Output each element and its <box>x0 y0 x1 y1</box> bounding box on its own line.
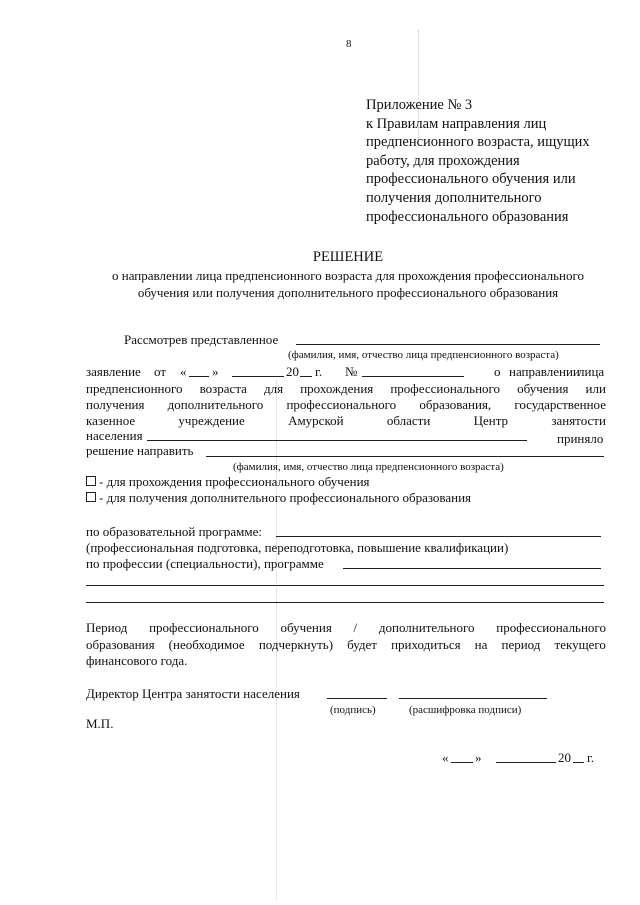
body-word: Центр <box>473 413 509 428</box>
body-word: предпенсионного <box>86 381 183 396</box>
body-word: прохождения <box>300 381 374 396</box>
accepted-label: приняло <box>557 431 604 446</box>
date-month-field[interactable] <box>496 762 556 763</box>
appendix-line: профессионального обучения или <box>366 171 576 188</box>
period-word: / <box>353 620 358 635</box>
body-word: занятости <box>551 413 606 428</box>
program-label: по образовательной программе: <box>86 524 262 539</box>
applicant-name-field[interactable] <box>296 344 600 345</box>
date-year-prefix: 20 <box>558 750 571 765</box>
center-name-field[interactable] <box>147 440 527 441</box>
option-education <box>86 490 471 506</box>
body-word: Амурской <box>288 413 344 428</box>
decision-heading: РЕШЕНИЕ <box>312 249 384 265</box>
name-hint-2: (фамилия, имя, отчество лица предпенсионного возраста) <box>233 461 504 473</box>
app-number-field[interactable] <box>362 376 464 377</box>
body-word: для <box>264 381 284 396</box>
period-word: подчеркнуть) <box>258 637 334 652</box>
stamp-label: М.П. <box>86 716 114 731</box>
period-line-1 <box>86 620 606 636</box>
option-training-label: - для прохождения профессионального обучения <box>99 474 370 489</box>
app-day-field[interactable] <box>189 376 209 377</box>
signature-decode-field[interactable] <box>399 698 547 699</box>
date-close-quote: » <box>475 750 482 765</box>
date-year-suffix: г. <box>587 750 595 765</box>
signature-field[interactable] <box>327 698 387 699</box>
body-word: или <box>585 381 606 396</box>
period-word: профессионального <box>496 620 606 635</box>
body-word: образования, <box>419 397 492 412</box>
app-word: лица <box>578 364 605 379</box>
body-line-4 <box>86 397 606 413</box>
app-number-sign: № <box>345 364 358 379</box>
period-word: образования <box>86 637 155 652</box>
profession-field-extra[interactable] <box>86 585 604 586</box>
checkbox-education[interactable] <box>86 492 96 502</box>
direct-label: решение направить <box>86 443 194 458</box>
date-line <box>442 750 612 766</box>
page-number: 8 <box>346 38 352 50</box>
period-word: текущего <box>554 637 606 652</box>
body-line-3 <box>86 381 606 397</box>
body-word: профессионального <box>286 397 397 412</box>
body-word: возраста <box>199 381 247 396</box>
considered-label: Рассмотрев представленное <box>124 332 279 347</box>
appendix-line: получения дополнительного <box>366 189 542 206</box>
date-year-field[interactable] <box>573 762 584 763</box>
period-word: приходиться <box>391 637 461 652</box>
body-word: государственное <box>514 397 606 412</box>
appendix-line: профессионального образования <box>366 208 569 225</box>
period-word: Период <box>86 620 128 635</box>
option-training <box>86 474 370 490</box>
name-hint: (фамилия, имя, отчество лица предпенсионного возраста) <box>288 349 559 361</box>
body-word: получения <box>86 397 145 412</box>
population-label: населения <box>86 428 143 443</box>
body-word: учреждение <box>178 413 245 428</box>
profession-field-extra[interactable] <box>86 602 604 603</box>
app-year-suffix: г. <box>315 364 323 379</box>
period-word: обучения <box>280 620 332 635</box>
period-word: профессионального <box>149 620 259 635</box>
decision-subtitle-line1: о направлении лица предпенсионного возраста для прохождения профессионального <box>112 268 584 283</box>
period-word: на <box>474 637 488 652</box>
period-word: период <box>501 637 541 652</box>
program-types: (профессиональная подготовка, переподготовка, повышение квалификации) <box>86 540 509 555</box>
profession-field[interactable] <box>343 568 601 569</box>
profession-label: по профессии (специальности), программе <box>86 556 324 571</box>
app-open-quote: « <box>180 364 187 379</box>
date-day-field[interactable] <box>451 762 473 763</box>
app-word: заявление <box>86 364 141 379</box>
signature-hint: (подпись) <box>330 704 376 716</box>
body-line-5 <box>86 413 606 429</box>
app-close-quote: » <box>212 364 219 379</box>
body-word: области <box>386 413 431 428</box>
period-word: (необходимое <box>168 637 245 652</box>
app-word: от <box>154 364 167 379</box>
period-line-2 <box>86 637 606 653</box>
body-word: обучения <box>517 381 569 396</box>
app-month-field[interactable] <box>232 376 284 377</box>
decode-hint: (расшифровка подписи) <box>409 704 522 716</box>
period-word: дополнительного <box>378 620 475 635</box>
period-word: будет <box>347 637 377 652</box>
period-line-3: финансового года. <box>86 653 188 668</box>
body-word: профессионального <box>390 381 501 396</box>
directed-person-field[interactable] <box>206 456 604 457</box>
date-open-quote: « <box>442 750 449 765</box>
director-label: Директор Центра занятости населения <box>86 686 300 701</box>
appendix-line: предпенсионного возраста, ищущих <box>366 134 590 151</box>
body-word: казенное <box>86 413 136 428</box>
appendix-line: к Правилам направления лиц <box>366 115 547 132</box>
app-word: о <box>494 364 501 379</box>
app-word: направлении <box>509 364 580 379</box>
option-education-label: - для получения дополнительного профессионального образования <box>99 490 472 505</box>
program-field[interactable] <box>276 536 601 537</box>
app-year-prefix: 20 <box>286 364 299 379</box>
checkbox-training[interactable] <box>86 476 96 486</box>
app-year-field[interactable] <box>300 376 312 377</box>
body-word: дополнительного <box>167 397 264 412</box>
appendix-block <box>366 96 590 226</box>
application-line <box>86 364 606 380</box>
appendix-line: работу, для прохождения <box>366 152 520 169</box>
appendix-title: Приложение № 3 <box>366 97 473 113</box>
decision-subtitle-line2: обучения или получения дополнительного профессионального образования <box>137 285 559 300</box>
